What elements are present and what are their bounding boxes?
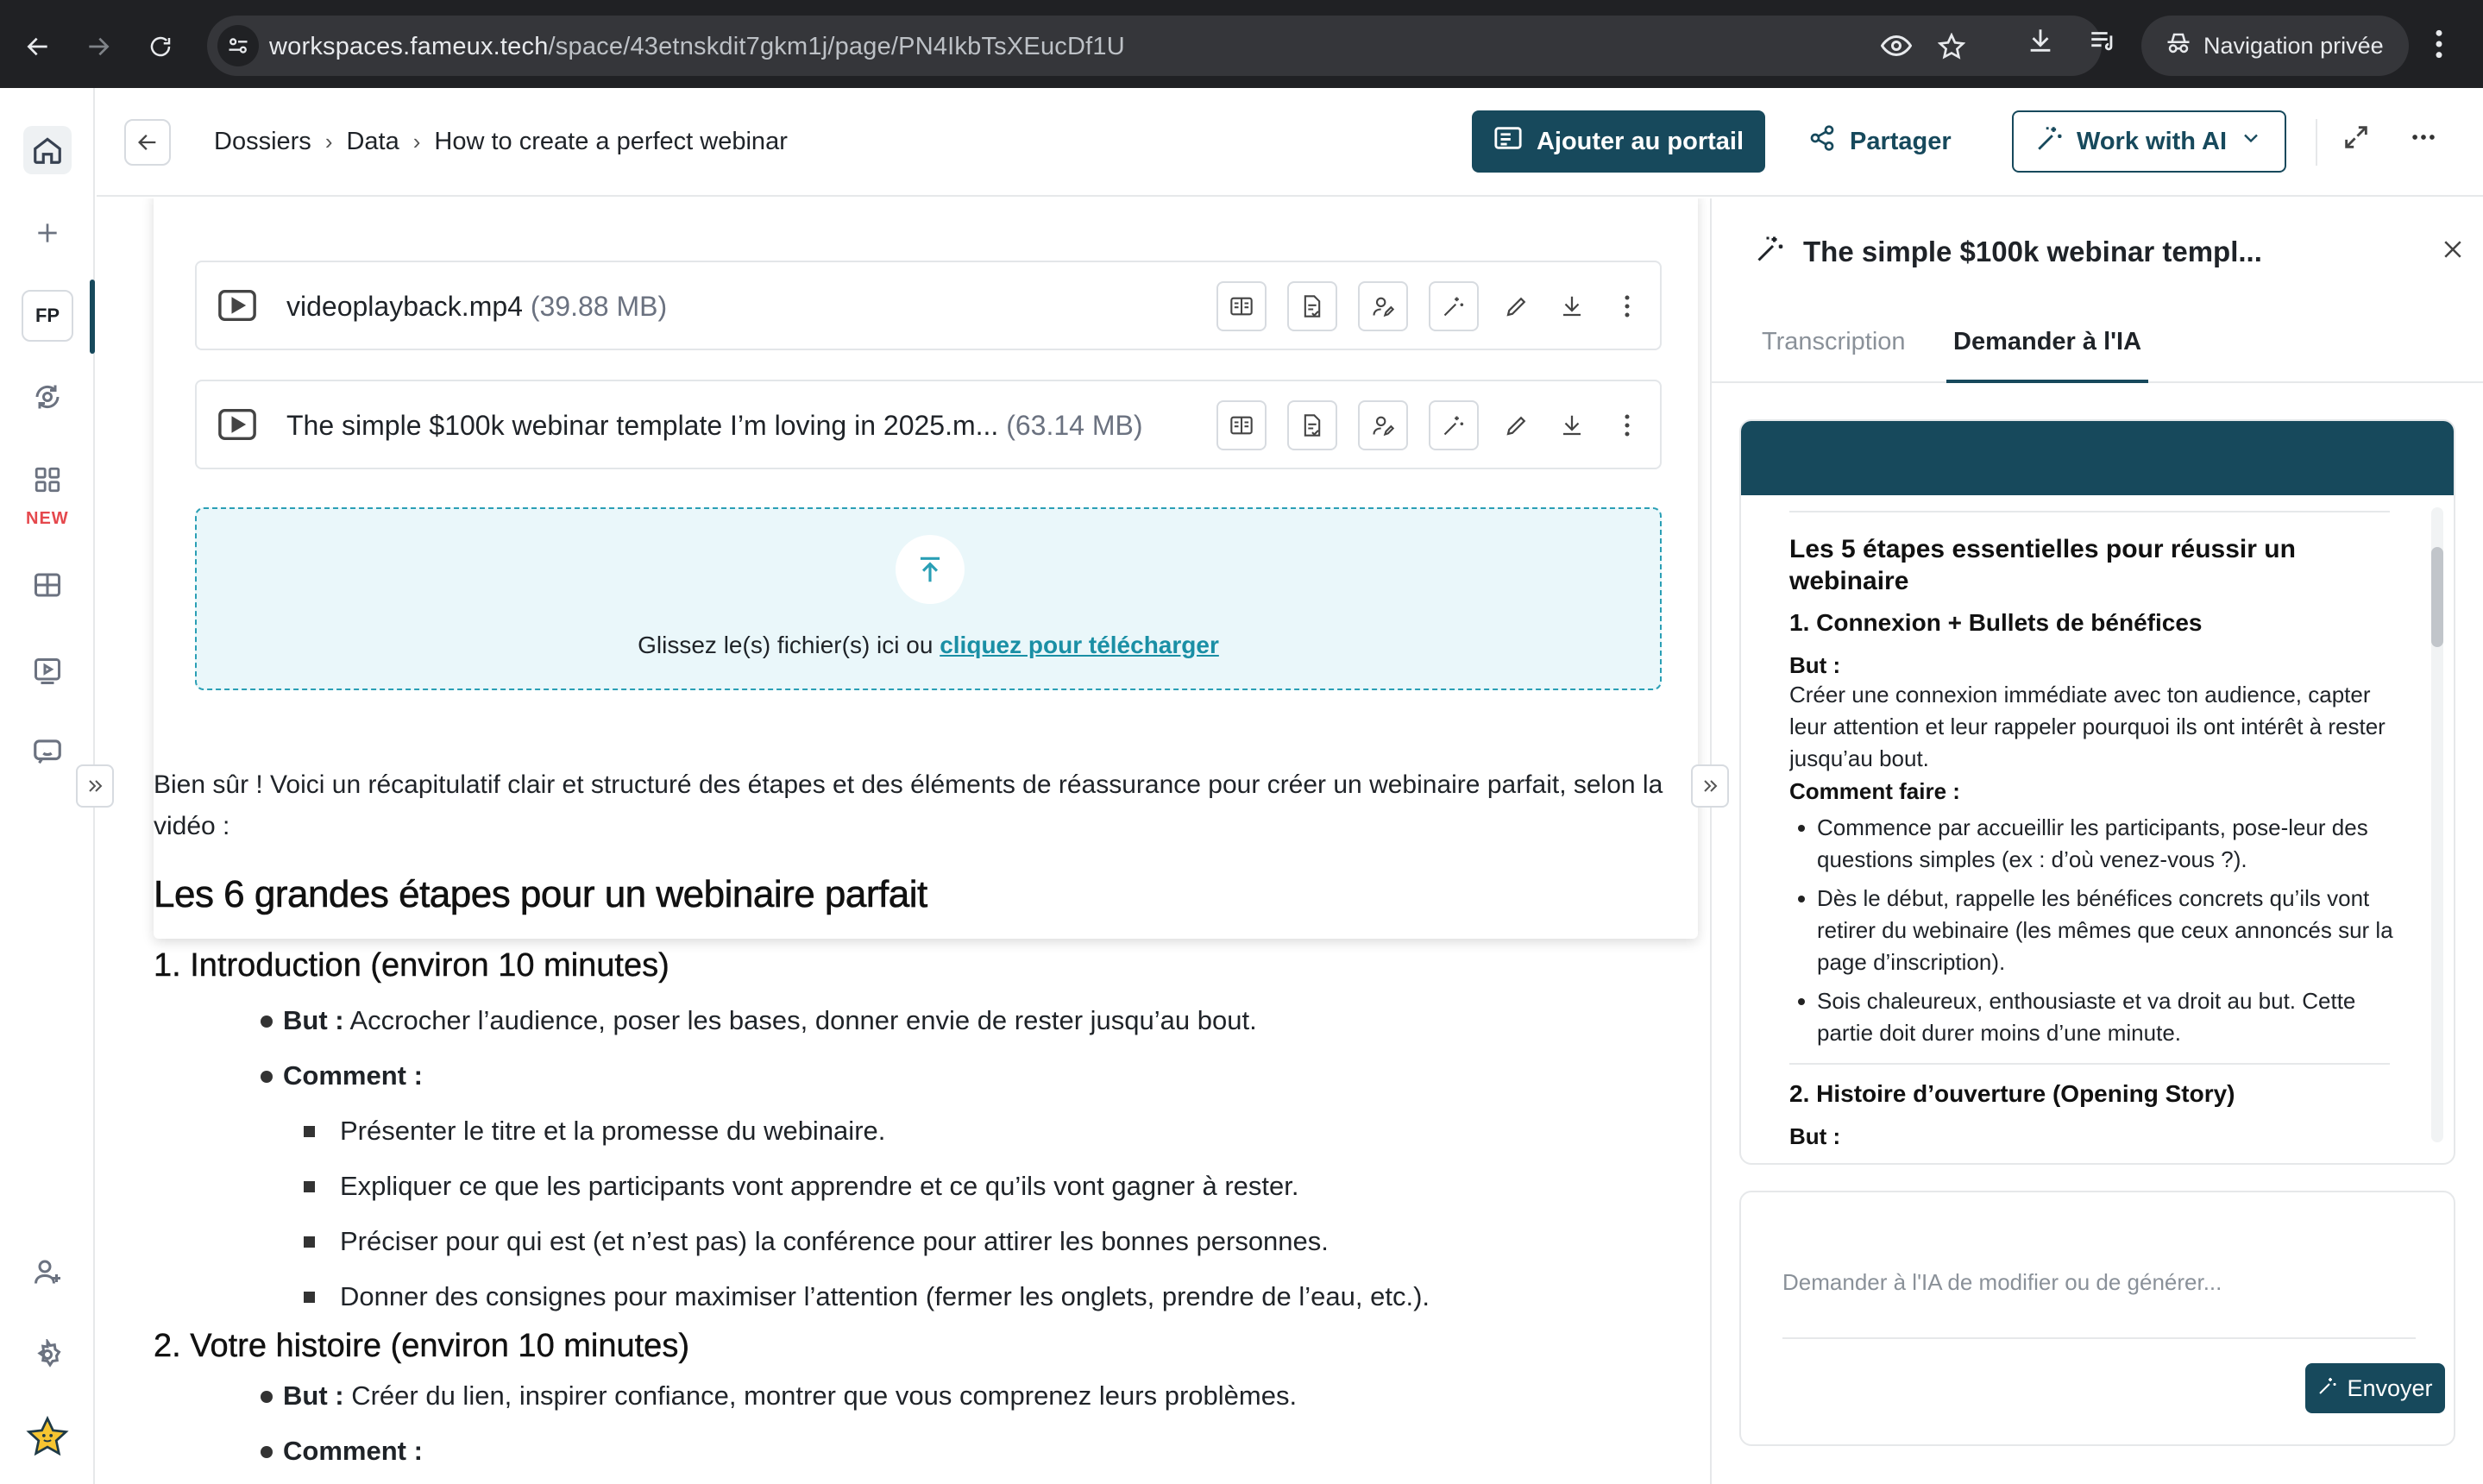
file-name[interactable]: videoplayback.mp4 (39.88 MB): [286, 291, 668, 322]
address-bar[interactable]: [207, 16, 2102, 76]
video-icon[interactable]: [23, 647, 72, 695]
ai-label: But :: [1789, 1123, 1841, 1149]
section-list: [154, 1368, 1698, 1479]
ai-label: Comment faire :: [1789, 778, 1960, 804]
video-file-icon: [217, 288, 257, 327]
section-heading: 2. Votre histoire (environ 10 minutes): [154, 1328, 689, 1364]
ai-prompt-input[interactable]: [1782, 1227, 2416, 1339]
list-item: But : Créer du lien, inspirer confiance, montrer que vous comprenez leurs problèmes.: [154, 1368, 1698, 1424]
user-edit-icon[interactable]: [1358, 281, 1408, 331]
ai-response-card: [1739, 419, 2455, 1165]
sync-icon[interactable]: [23, 373, 72, 421]
scrollbar-thumb[interactable]: [2431, 547, 2443, 647]
back-button[interactable]: [124, 119, 171, 166]
sub-list-item: Donner des consignes pour maximiser l’attention (fermer les onglets, prendre de l’eau, etc.).: [154, 1269, 1698, 1324]
browser-toolbar: [0, 0, 2483, 88]
ai-label: But :: [1789, 652, 1841, 678]
active-tab-indicator: [1946, 380, 2148, 383]
add-to-portal-button[interactable]: [1472, 110, 1765, 173]
workspace-avatar[interactable]: FP: [22, 290, 73, 342]
list-item: Comment :: [154, 1048, 1698, 1104]
send-label: Envoyer: [2347, 1374, 2433, 1401]
divider: [1789, 1063, 2390, 1065]
ai-bullet: Commence par accueillir les participants, pose-leur des questions simples (ex : d’où venez-vous ?).: [1789, 812, 2395, 876]
ai-side-panel: [1710, 198, 2483, 1484]
sparkle-icon: [2035, 123, 2065, 160]
star-mascot-icon[interactable]: [23, 1413, 72, 1462]
document-area: [97, 198, 1710, 1484]
incognito-label: Navigation privée: [2203, 32, 2384, 59]
portal-icon: [1493, 125, 1523, 158]
header-divider: [2316, 119, 2317, 166]
list-item: Comment :: [154, 1424, 1698, 1479]
ai-heading: Les 5 étapes essentielles pour réussir un webinaire: [1789, 535, 2296, 595]
compare-icon[interactable]: [1216, 400, 1267, 450]
user-edit-icon[interactable]: [1358, 400, 1408, 450]
panel-tabs: [1712, 302, 2483, 383]
close-icon[interactable]: [2440, 236, 2466, 267]
magic-wand-icon[interactable]: [1429, 400, 1479, 450]
upload-icon: [896, 535, 965, 604]
add-icon[interactable]: [23, 209, 72, 257]
home-icon[interactable]: [23, 126, 72, 174]
ai-bullet: Dès le début, rappelle les bénéfices concrets qu’ils vont retirer du webinaire (les mêmes que ceux annoncés sur la page d’inscription).: [1789, 883, 2395, 978]
table-icon[interactable]: [23, 561, 72, 609]
ai-response-content[interactable]: [1789, 495, 2395, 1165]
file-dropzone[interactable]: [195, 507, 1662, 690]
more-options-icon[interactable]: [2409, 123, 2438, 156]
sub-list-item: Préciser pour qui est (et n’est pas) la conférence pour attirer les bonnes personnes.: [154, 1214, 1698, 1269]
list-item: But : Accrocher l’audience, poser les bases, donner envie de rester jusqu’au bout.: [154, 993, 1698, 1048]
pencil-icon[interactable]: [1499, 400, 1534, 450]
sub-list-item: Présenter le titre et la promesse du webinaire.: [154, 1104, 1698, 1159]
document-body[interactable]: [154, 764, 1698, 1479]
active-workspace-indicator: [90, 280, 95, 354]
incognito-badge[interactable]: [2141, 16, 2409, 76]
share-label: Partager: [1850, 127, 1952, 155]
url-text: workspaces.fameux.tech/space/43etnskdit7gkm1j/page/PN4IkbTsXEucDf1U: [269, 33, 1125, 60]
ai-paragraph: Créer une connexion immédiate avec ton audience, capter leur attention et leur rappeler pourquoi ils ont intérêt à rester jusqu’au bout.: [1789, 682, 2386, 771]
file-row[interactable]: [195, 261, 1662, 350]
expand-sidebar-button[interactable]: [76, 764, 114, 808]
breadcrumb-dossiers[interactable]: Dossiers: [214, 128, 311, 155]
ai-response-header: [1741, 421, 2454, 495]
file-actions: [1216, 281, 1644, 331]
document-check-icon[interactable]: [1287, 400, 1337, 450]
document-title: Les 6 grandes étapes pour un webinaire parfait: [154, 873, 927, 915]
divider: [1789, 511, 2390, 512]
work-with-ai-button[interactable]: [2012, 110, 2286, 173]
reading-list-icon[interactable]: [2088, 26, 2117, 60]
fullscreen-icon[interactable]: [2342, 123, 2371, 156]
kebab-menu-icon[interactable]: [1610, 400, 1644, 450]
intro-paragraph: Bien sûr ! Voici un récapitulatif clair et structuré des étapes et des éléments de réassurance pour créer un webinaire parfait, selon la vidéo :: [154, 770, 1663, 840]
tab-transcription[interactable]: Transcription: [1762, 328, 1906, 355]
download-icon[interactable]: [1555, 400, 1589, 450]
panel-title-text: The simple $100k webinar templ...: [1803, 236, 2262, 267]
settings-gear-icon[interactable]: [23, 1330, 72, 1379]
apps-grid-icon[interactable]: [23, 456, 72, 504]
ai-assistant-icon[interactable]: [23, 726, 72, 775]
document-check-icon[interactable]: [1287, 281, 1337, 331]
forward-arrow-icon[interactable]: [78, 26, 119, 67]
ai-bullet-list: [1789, 812, 2395, 1049]
upload-link[interactable]: cliquez pour télécharger: [940, 632, 1219, 658]
browser-menu-icon[interactable]: [2433, 28, 2445, 65]
magic-wand-icon[interactable]: [1429, 281, 1479, 331]
panel-title: [1755, 233, 2262, 271]
chevron-right-icon: ›: [412, 129, 421, 154]
download-icon[interactable]: [1555, 281, 1589, 331]
bookmark-star-icon[interactable]: [1938, 33, 1965, 65]
new-badge: NEW: [26, 509, 69, 528]
section-heading: 1. Introduction (environ 10 minutes): [154, 947, 669, 984]
incognito-icon: [2166, 31, 2191, 61]
ai-step-title: 1. Connexion + Bullets de bénéfices: [1789, 609, 2203, 636]
tab-ask-ai[interactable]: Demander à l'IA: [1953, 328, 2142, 355]
chevron-right-icon: ›: [324, 129, 333, 154]
breadcrumb-current-page: How to create a perfect webinar: [434, 128, 788, 155]
eye-icon[interactable]: [1881, 33, 1912, 63]
site-settings-icon[interactable]: [217, 25, 259, 66]
share-button[interactable]: [1808, 110, 1952, 173]
work-with-ai-label: Work with AI: [2077, 127, 2227, 155]
section-list: [154, 993, 1698, 1104]
magic-wand-icon: [1755, 233, 1786, 271]
sub-list-item: Expliquer ce que les participants vont apprendre et ce qu’ils vont gagner à rester.: [154, 1159, 1698, 1214]
file-actions: [1216, 400, 1644, 450]
chevron-down-icon: [2239, 126, 2263, 157]
sub-list: [154, 1104, 1698, 1324]
clipped-text: [248, 198, 1197, 202]
download-icon[interactable]: [2026, 26, 2055, 60]
add-user-icon[interactable]: [23, 1248, 72, 1296]
dropzone-text: Glissez le(s) fichier(s) ici ou cliquez pour télécharger: [638, 632, 1219, 658]
sparkle-icon: [2317, 1375, 2338, 1402]
back-arrow-icon[interactable]: [17, 26, 59, 67]
add-to-portal-label: Ajouter au portail: [1536, 127, 1744, 155]
expand-panel-button[interactable]: [1691, 764, 1729, 808]
video-file-icon: [217, 407, 257, 446]
ai-prompt-box: [1739, 1191, 2455, 1446]
send-button[interactable]: [2305, 1363, 2445, 1413]
ai-step-title: 2. Histoire d’ouverture (Opening Story): [1789, 1080, 2235, 1107]
breadcrumb-data[interactable]: Data: [346, 128, 399, 155]
breadcrumb: [214, 128, 788, 156]
pencil-icon[interactable]: [1499, 281, 1534, 331]
page-header: [97, 88, 2483, 197]
kebab-menu-icon[interactable]: [1610, 281, 1644, 331]
reload-icon[interactable]: [140, 26, 181, 67]
file-row[interactable]: [195, 380, 1662, 469]
ai-bullet: Sois chaleureux, enthousiaste et va droit au but. Cette partie doit durer moins d’une minute.: [1789, 985, 2395, 1049]
file-name[interactable]: The simple $100k webinar template I’m loving in 2025.m... (63.14 MB): [286, 410, 1143, 441]
compare-icon[interactable]: [1216, 281, 1267, 331]
share-icon: [1808, 124, 1836, 159]
